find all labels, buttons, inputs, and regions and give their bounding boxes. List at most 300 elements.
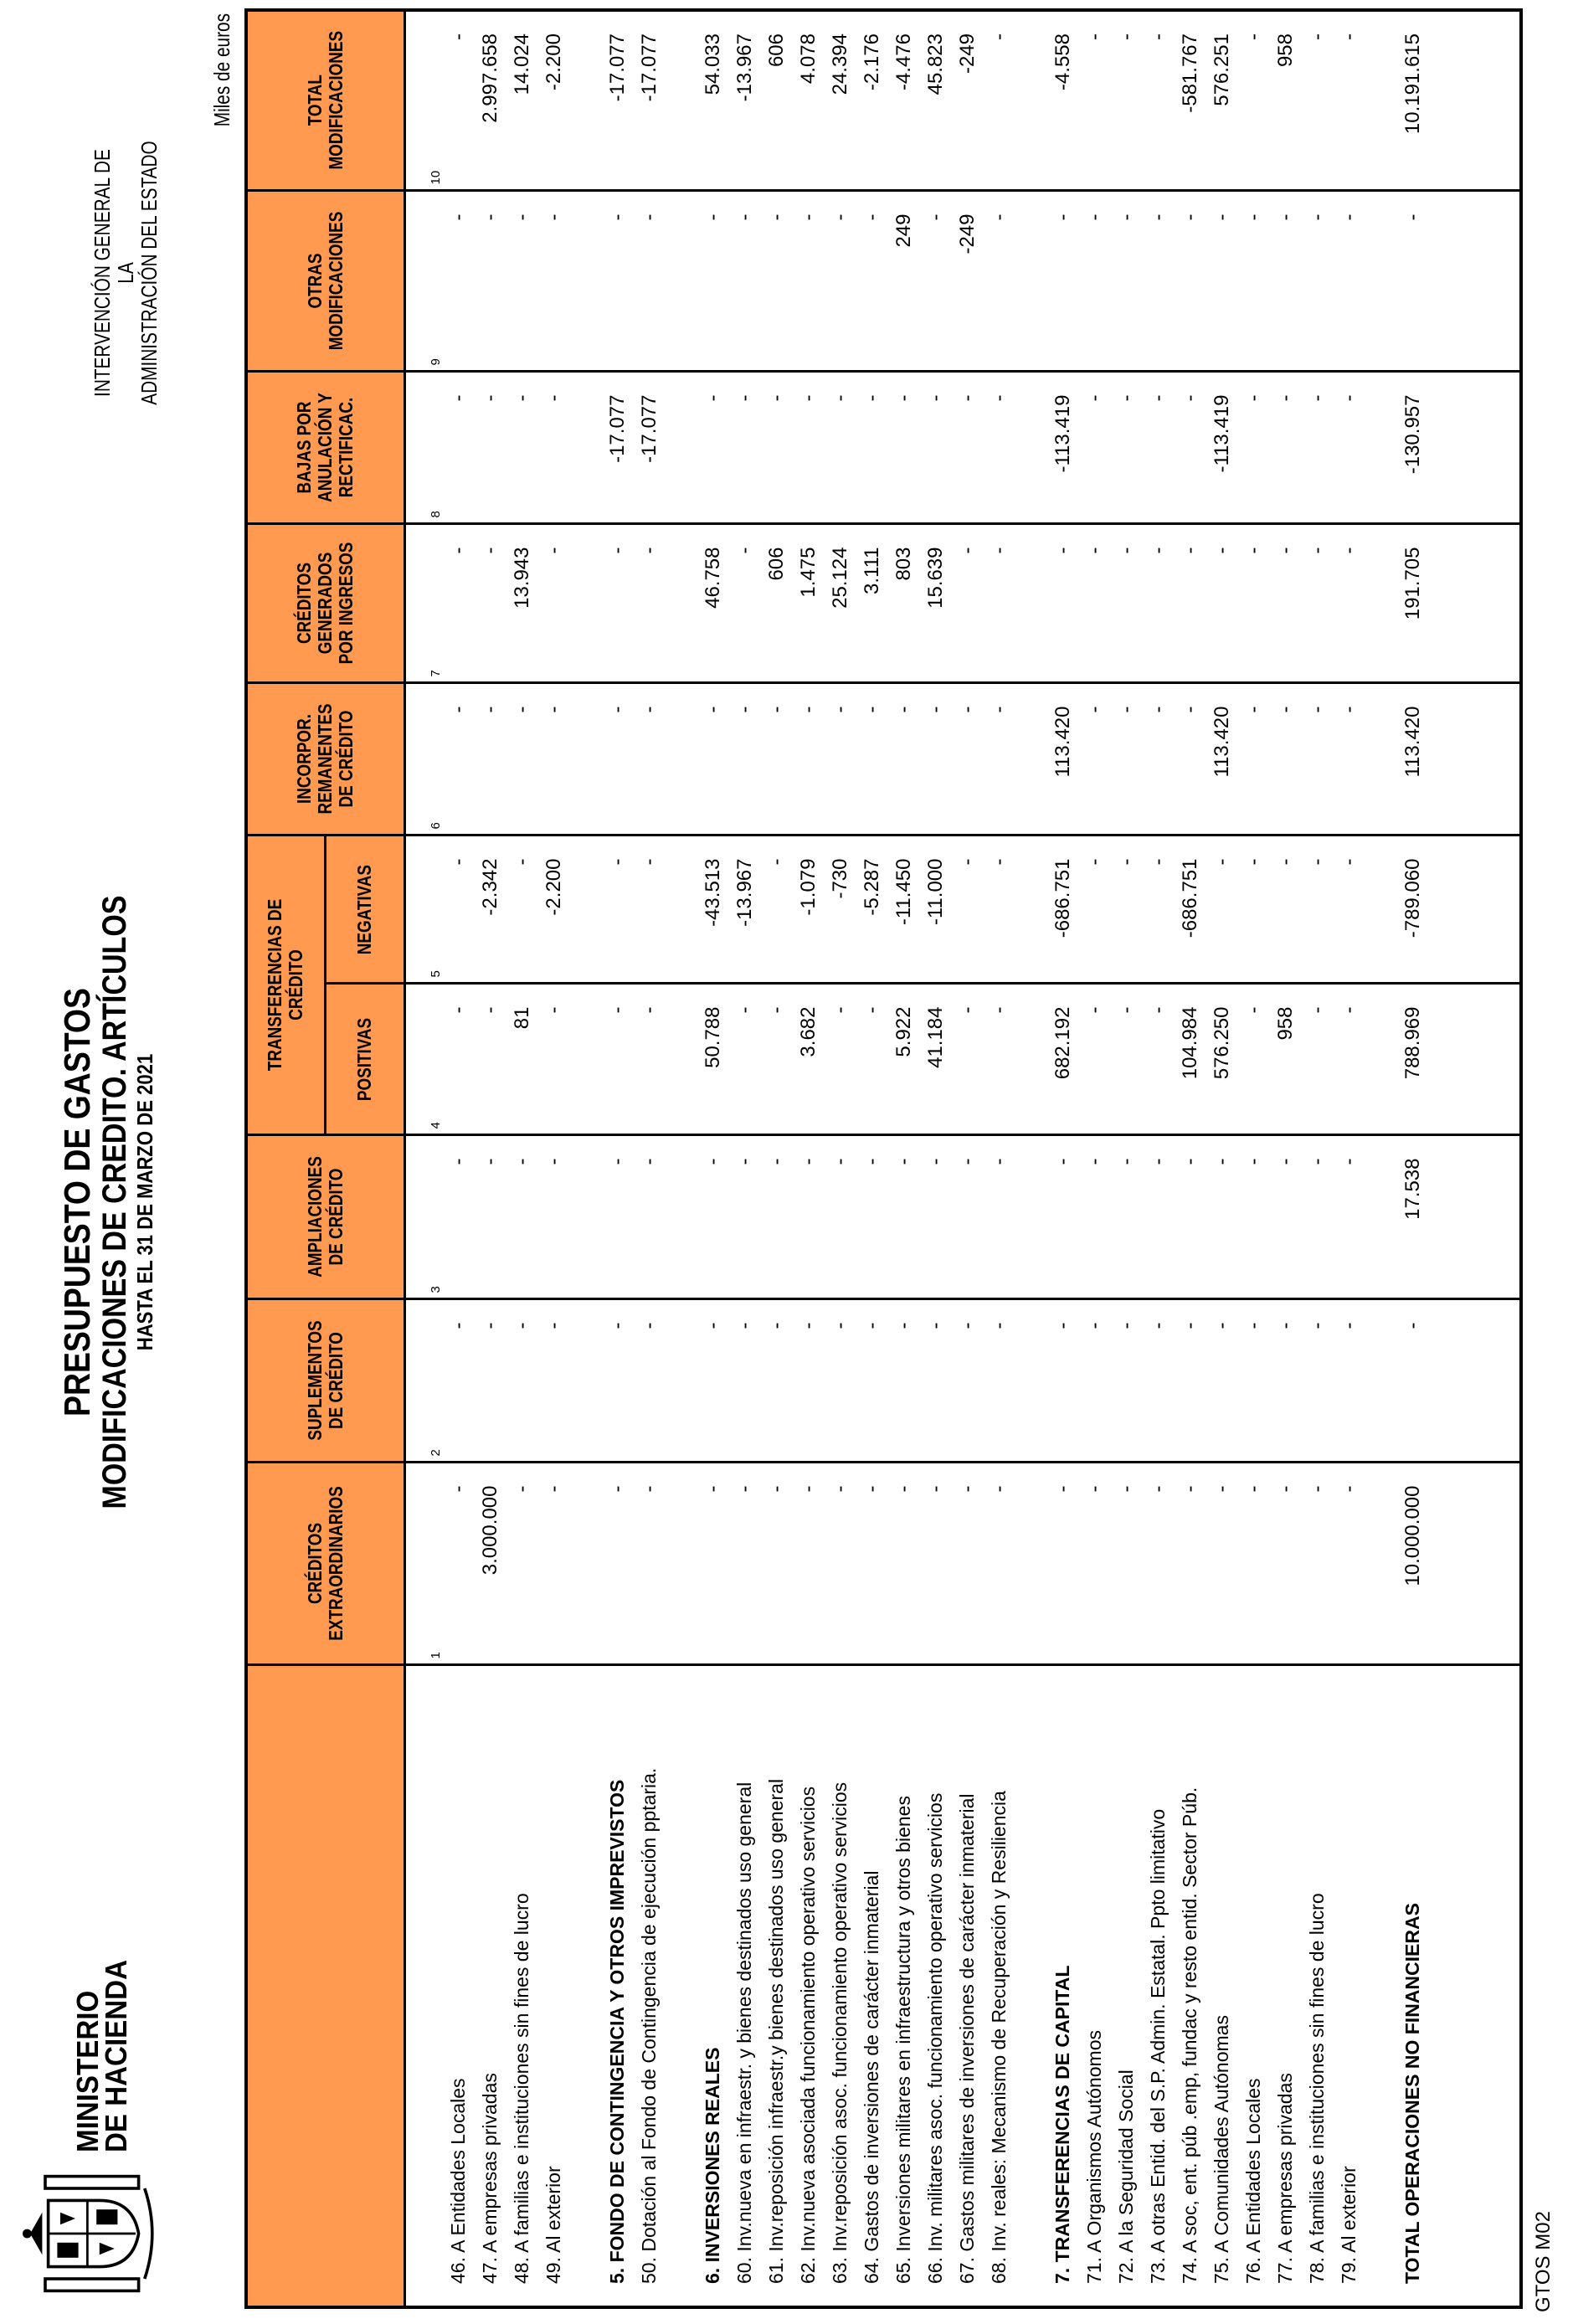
cell-col-9: -	[1079, 191, 1111, 372]
cell-col-9: -	[634, 191, 666, 372]
cell-col-2	[570, 1299, 602, 1463]
cell-col-4: -	[825, 984, 856, 1135]
cell-col-4: -	[856, 984, 888, 1135]
cell-col-5: -730	[825, 836, 856, 984]
cell-col-1: -	[761, 1463, 793, 1665]
title-line1: PRESUPUESTO DE GASTOS	[57, 988, 98, 1417]
cell-col-10: 10.191.615	[1397, 10, 1429, 191]
cell-col-4: 576.250	[1206, 984, 1238, 1135]
cell-col-8: -	[443, 372, 475, 524]
header-ampliaciones: AMPLIACIONES DE CRÉDITO	[246, 1135, 404, 1299]
cell-col-5: -	[1334, 836, 1365, 984]
cell-col-9: 249	[888, 191, 920, 372]
cell-col-5: -11.000	[920, 836, 952, 984]
row-label: 79. Al exterior	[1334, 1665, 1365, 2307]
cell-col-7: -	[1143, 524, 1175, 683]
table-row	[1238, 10, 1270, 2307]
cell-col-8: -	[1238, 372, 1270, 524]
cell-col-5: -	[443, 836, 475, 984]
table-row	[634, 10, 666, 2307]
cell-col-3: -	[1270, 1135, 1302, 1299]
cell-col-5: -	[761, 836, 793, 984]
cell-col-10: -4.476	[888, 10, 920, 191]
cell-col-3: -	[475, 1135, 506, 1299]
cell-col-10	[570, 10, 602, 191]
cell-col-3: -	[761, 1135, 793, 1299]
cell-col-2: -	[634, 1299, 666, 1463]
cell-col-5: -	[1079, 836, 1111, 984]
table-row	[920, 10, 952, 2307]
cell-col-3: -	[1238, 1135, 1270, 1299]
row-label: 6. INVERSIONES REALES	[697, 1665, 729, 2307]
cell-col-10: -	[1334, 10, 1365, 191]
cell-col-1: -	[1302, 1463, 1334, 1665]
cell-col-1: -	[1270, 1463, 1302, 1665]
cell-col-9: -	[825, 191, 856, 372]
row-label: 62. Inv.nueva asociada funcionamiento operativo servicios	[793, 1665, 825, 2307]
header-creditos-generados: CRÉDITOS GENERADOS POR INGRESOS	[246, 524, 404, 683]
cell-col-7: 803	[888, 524, 920, 683]
table-row	[1206, 10, 1238, 2307]
cell-col-1: -	[506, 1463, 538, 1665]
cell-col-2: -	[1206, 1299, 1238, 1463]
row-label: 78. A familias e instituciones sin fines de lucro	[1302, 1665, 1334, 2307]
document-title	[59, 834, 157, 1571]
row-label: 67. Gastos militares de inversiones de carácter inmaterial	[952, 1665, 984, 2307]
spacer-row	[666, 10, 697, 2307]
cell-col-2: -	[475, 1299, 506, 1463]
cell-col-2: -	[952, 1299, 984, 1463]
table-row	[1334, 10, 1365, 2307]
cell-col-1: -	[1206, 1463, 1238, 1665]
cell-col-1: 10.000.000	[1397, 1463, 1429, 1665]
cell-col-8: -	[793, 372, 825, 524]
empty-cell	[1429, 836, 1521, 984]
table-row	[1175, 10, 1206, 2307]
cell-col-7: -	[952, 524, 984, 683]
cell-col-8: -	[825, 372, 856, 524]
cell-col-10: 54.033	[697, 10, 729, 191]
cell-col-10: -4.558	[1047, 10, 1079, 191]
cell-col-8: -	[761, 372, 793, 524]
cell-col-8: -	[1270, 372, 1302, 524]
cell-col-9	[666, 191, 697, 372]
cell-col-8: -	[538, 372, 570, 524]
header-otras: OTRAS MODIFICACIONES	[246, 191, 404, 372]
row-label: TOTAL OPERACIONES NO FINANCIERAS	[1397, 1665, 1429, 2307]
header-negativas: NEGATIVAS	[325, 836, 404, 984]
row-label: 64. Gastos de inversiones de carácter inmaterial	[856, 1665, 888, 2307]
empty-cell	[1429, 1135, 1521, 1299]
cell-col-4: -	[1238, 984, 1270, 1135]
row-label: 72. A la Seguridad Social	[1111, 1665, 1143, 2307]
cell-col-9	[1015, 191, 1047, 372]
cell-col-8: -	[1334, 372, 1365, 524]
spacer-row	[1365, 10, 1397, 2307]
empty-cell	[1429, 10, 1521, 191]
cell-col-5: -789.060	[1397, 836, 1429, 984]
table-row	[888, 10, 920, 2307]
cell-col-10: 576.251	[1206, 10, 1238, 191]
cell-col-7: 25.124	[825, 524, 856, 683]
cell-col-6	[570, 683, 602, 836]
cell-col-3: 17.538	[1397, 1135, 1429, 1299]
cell-col-9: -	[920, 191, 952, 372]
cell-col-2: -	[1238, 1299, 1270, 1463]
cell-col-4: -	[1079, 984, 1111, 1135]
cell-col-3: -	[888, 1135, 920, 1299]
cell-col-8	[570, 372, 602, 524]
cell-col-5: -	[1238, 836, 1270, 984]
cell-col-6: -	[856, 683, 888, 836]
cell-col-2: -	[1397, 1299, 1429, 1463]
cell-col-6: -	[761, 683, 793, 836]
cell-col-8: -	[1143, 372, 1175, 524]
row-label	[570, 1665, 602, 2307]
cell-col-3	[666, 1135, 697, 1299]
empty-cell	[1429, 524, 1521, 683]
cell-col-5: -5.287	[856, 836, 888, 984]
cell-col-8: -113.419	[1206, 372, 1238, 524]
column-number: 10	[404, 10, 443, 191]
cell-col-2: -	[1175, 1299, 1206, 1463]
cell-col-9: -	[1175, 191, 1206, 372]
cell-col-8: -	[856, 372, 888, 524]
cell-col-4: -	[1302, 984, 1334, 1135]
empty-cell	[1429, 984, 1521, 1135]
cell-col-5: -686.751	[1175, 836, 1206, 984]
cell-col-4: -	[1111, 984, 1143, 1135]
table-row	[825, 10, 856, 2307]
header-positivas: POSITIVAS	[325, 984, 404, 1135]
cell-col-2	[1015, 1299, 1047, 1463]
cell-col-9: -	[1334, 191, 1365, 372]
spacer-row	[570, 10, 602, 2307]
cell-col-8: -	[920, 372, 952, 524]
cell-col-6: -	[443, 683, 475, 836]
cell-col-1	[1365, 1463, 1397, 1665]
cell-col-9: -	[506, 191, 538, 372]
table-row	[1397, 10, 1429, 2307]
cell-col-10: 24.394	[825, 10, 856, 191]
cell-col-7: -	[602, 524, 634, 683]
cell-col-10	[666, 10, 697, 191]
cell-col-9: -	[793, 191, 825, 372]
column-number: 8	[404, 372, 443, 524]
cell-col-6: -	[1175, 683, 1206, 836]
ministry-line2: DE HACIENDA	[99, 1959, 133, 2152]
cell-col-1: -	[1143, 1463, 1175, 1665]
cell-col-6: -	[920, 683, 952, 836]
cell-col-6: -	[1334, 683, 1365, 836]
cell-col-4: -	[634, 984, 666, 1135]
cell-col-1: -	[1334, 1463, 1365, 1665]
cell-col-10: -	[984, 10, 1015, 191]
cell-col-3: -	[856, 1135, 888, 1299]
cell-col-1: -	[920, 1463, 952, 1665]
cell-col-3: -	[538, 1135, 570, 1299]
cell-col-10: -	[443, 10, 475, 191]
cell-col-5: -	[952, 836, 984, 984]
column-number: 5	[404, 836, 443, 984]
cell-col-10: -	[1111, 10, 1143, 191]
column-number: 2	[404, 1299, 443, 1463]
cell-col-1: -	[1238, 1463, 1270, 1665]
cell-col-1: -	[538, 1463, 570, 1665]
cell-col-6: -	[984, 683, 1015, 836]
cell-col-9: -249	[952, 191, 984, 372]
cell-col-6: 113.420	[1206, 683, 1238, 836]
cell-col-9: -	[1206, 191, 1238, 372]
table-row	[952, 10, 984, 2307]
filler-row	[1429, 10, 1521, 2307]
cell-col-2: -	[920, 1299, 952, 1463]
cell-col-6	[1015, 683, 1047, 836]
cell-col-5: -13.967	[729, 836, 761, 984]
cell-col-4: 788.969	[1397, 984, 1429, 1135]
cell-col-8: -	[1111, 372, 1143, 524]
cell-col-4: -	[1143, 984, 1175, 1135]
cell-col-7: -	[1206, 524, 1238, 683]
cell-col-3: -	[697, 1135, 729, 1299]
cell-col-7: -	[443, 524, 475, 683]
cell-col-5: -11.450	[888, 836, 920, 984]
table-row	[1302, 10, 1334, 2307]
row-label: 76. A Entidades Locales	[1238, 1665, 1270, 2307]
cell-col-1: -	[697, 1463, 729, 1665]
cell-col-10	[1015, 10, 1047, 191]
table-row	[1047, 10, 1079, 2307]
cell-col-5: -	[1270, 836, 1302, 984]
column-number: 4	[404, 984, 443, 1135]
cell-col-1: -	[825, 1463, 856, 1665]
column-number: 6	[404, 683, 443, 836]
cell-col-3: -	[1175, 1135, 1206, 1299]
cell-col-3: -	[1079, 1135, 1111, 1299]
cell-col-2: -	[1334, 1299, 1365, 1463]
cell-col-1: -	[888, 1463, 920, 1665]
cell-col-5: -	[602, 836, 634, 984]
cell-col-7: 191.705	[1397, 524, 1429, 683]
cell-col-2: -	[1047, 1299, 1079, 1463]
table-row	[506, 10, 538, 2307]
table-row	[793, 10, 825, 2307]
cell-col-4: -	[538, 984, 570, 1135]
title-date: HASTA EL 31 DE MARZO DE 2021	[132, 1053, 157, 1351]
cell-col-4: -	[475, 984, 506, 1135]
cell-col-9: -	[1270, 191, 1302, 372]
cell-col-6: -	[1302, 683, 1334, 836]
cell-col-1: -	[602, 1463, 634, 1665]
cell-col-9: -	[729, 191, 761, 372]
cell-col-9: -	[1143, 191, 1175, 372]
cell-col-9: -	[602, 191, 634, 372]
cell-col-10: -13.967	[729, 10, 761, 191]
cell-col-1: -	[1079, 1463, 1111, 1665]
row-label: 49. Al exterior	[538, 1665, 570, 2307]
cell-col-8: -	[1079, 372, 1111, 524]
cell-col-5	[1015, 836, 1047, 984]
cell-col-3: -	[602, 1135, 634, 1299]
org-line2: ADMINISTRACIÓN DEL ESTADO	[136, 141, 162, 405]
cell-col-4: -	[443, 984, 475, 1135]
cell-col-5	[666, 836, 697, 984]
row-label: 71. A Organismos Autónomos	[1079, 1665, 1111, 2307]
cell-col-6: -	[1111, 683, 1143, 836]
cell-col-6	[1365, 683, 1397, 836]
cell-col-4: 81	[506, 984, 538, 1135]
row-label: 60. Inv.nueva en infraestr. y bienes destinados uso general	[729, 1665, 761, 2307]
units-label: Miles de euros	[209, 13, 234, 127]
cell-col-7: 46.758	[697, 524, 729, 683]
ministry-line1: MINISTERIO	[70, 1990, 105, 2152]
table-row	[1270, 10, 1302, 2307]
cell-col-4: -	[984, 984, 1015, 1135]
cell-col-3	[570, 1135, 602, 1299]
cell-col-8: -	[506, 372, 538, 524]
cell-col-7: -	[1238, 524, 1270, 683]
cell-col-7: 3.111	[856, 524, 888, 683]
cell-col-4: 3.682	[793, 984, 825, 1135]
cell-col-8: -	[888, 372, 920, 524]
cell-col-6: -	[952, 683, 984, 836]
row-label: 46. A Entidades Locales	[443, 1665, 475, 2307]
cell-col-3	[1015, 1135, 1047, 1299]
cell-col-10: 45.823	[920, 10, 952, 191]
cell-col-8: -	[1302, 372, 1334, 524]
row-label: 48. A familias e instituciones sin fines de lucro	[506, 1665, 538, 2307]
cell-col-7: -	[1302, 524, 1334, 683]
org-line1: INTERVENCIÓN GENERAL DE LA	[90, 149, 138, 397]
cell-col-5: -2.342	[475, 836, 506, 984]
cell-col-7: -	[1111, 524, 1143, 683]
cell-col-6: -	[475, 683, 506, 836]
cell-col-2: -	[538, 1299, 570, 1463]
cell-col-10: -	[1079, 10, 1111, 191]
cell-col-1: -	[1175, 1463, 1206, 1665]
cell-col-9: -	[761, 191, 793, 372]
header-creditos-extraordinarios: CRÉDITOS EXTRAORDINARIOS	[246, 1463, 404, 1665]
cell-col-10: -	[1143, 10, 1175, 191]
row-label: 75. A Comunidades Autónomas	[1206, 1665, 1238, 2307]
cell-col-5: -	[634, 836, 666, 984]
cell-col-2: -	[506, 1299, 538, 1463]
row-label: 63. Inv.reposición asoc. funcionamiento operativo servicios	[825, 1665, 856, 2307]
cell-col-9: -	[1238, 191, 1270, 372]
cell-col-1: -	[634, 1463, 666, 1665]
row-label: 7. TRANSFERENCIAS DE CAPITAL	[1047, 1665, 1079, 2307]
cell-col-5	[570, 836, 602, 984]
cell-col-7	[1365, 524, 1397, 683]
cell-col-5: -	[1143, 836, 1175, 984]
organization-name	[90, 139, 161, 407]
cell-col-10: 958	[1270, 10, 1302, 191]
cell-col-7: -	[1175, 524, 1206, 683]
row-label: 61. Inv.reposición infraestr.y bienes destinados uso general	[761, 1665, 793, 2307]
cell-col-8: -	[729, 372, 761, 524]
cell-col-2: -	[825, 1299, 856, 1463]
cell-col-10: 606	[761, 10, 793, 191]
cell-col-8: -17.077	[602, 372, 634, 524]
cell-col-8	[1015, 372, 1047, 524]
cell-col-10: -17.077	[634, 10, 666, 191]
cell-col-3: -	[506, 1135, 538, 1299]
cell-col-10: -581.767	[1175, 10, 1206, 191]
table-row	[984, 10, 1015, 2307]
cell-col-2: -	[697, 1299, 729, 1463]
cell-col-2: -	[761, 1299, 793, 1463]
cell-col-7: -	[634, 524, 666, 683]
cell-col-5: -	[506, 836, 538, 984]
cell-col-9: -	[984, 191, 1015, 372]
cell-col-2	[666, 1299, 697, 1463]
cell-col-3: -	[984, 1135, 1015, 1299]
cell-col-7	[1015, 524, 1047, 683]
cell-col-4: -	[729, 984, 761, 1135]
cell-col-4	[1365, 984, 1397, 1135]
cell-col-10: -2.200	[538, 10, 570, 191]
table-row	[1143, 10, 1175, 2307]
cell-col-3: -	[793, 1135, 825, 1299]
table-row	[856, 10, 888, 2307]
ministry-name	[70, 1959, 133, 2152]
cell-col-8: -	[1175, 372, 1206, 524]
cell-col-5: -1.079	[793, 836, 825, 984]
cell-col-5: -686.751	[1047, 836, 1079, 984]
table-row	[475, 10, 506, 2307]
column-number: 7	[404, 524, 443, 683]
cell-col-1: -	[1047, 1463, 1079, 1665]
cell-col-7: -	[984, 524, 1015, 683]
table-row	[538, 10, 570, 2307]
modifications-table	[244, 8, 1523, 2309]
row-label: 66. Inv. militares asoc. funcionamiento operativo servicios	[920, 1665, 952, 2307]
cell-col-6: -	[793, 683, 825, 836]
cell-col-8: -17.077	[634, 372, 666, 524]
cell-col-8	[1365, 372, 1397, 524]
cell-col-2: -	[856, 1299, 888, 1463]
cell-col-7	[666, 524, 697, 683]
cell-col-3: -	[920, 1135, 952, 1299]
cell-col-7: -	[1270, 524, 1302, 683]
cell-col-7: -	[1334, 524, 1365, 683]
column-number: 1	[404, 1463, 443, 1665]
table-row	[729, 10, 761, 2307]
cell-col-6: -	[1270, 683, 1302, 836]
cell-col-2: -	[1079, 1299, 1111, 1463]
cell-col-5: -43.513	[697, 836, 729, 984]
cell-col-7: -	[1047, 524, 1079, 683]
cell-col-2: -	[984, 1299, 1015, 1463]
cell-col-3: -	[1334, 1135, 1365, 1299]
row-label: 77. A empresas privadas	[1270, 1665, 1302, 2307]
empty-cell	[1429, 683, 1521, 836]
cell-col-1: -	[952, 1463, 984, 1665]
cell-col-9: -	[1397, 191, 1429, 372]
row-label: 74. A soc, ent. púb .emp, fundac y resto entid. Sector Púb.	[1175, 1665, 1206, 2307]
cell-col-5: -	[1302, 836, 1334, 984]
row-label: 68. Inv. reales: Mecanismo de Recuperación y Resiliencia	[984, 1665, 1015, 2307]
header-incorporaciones: INCORPOR. REMANENTES DE CRÉDITO	[246, 683, 404, 836]
cell-col-8: -	[984, 372, 1015, 524]
row-label: 5. FONDO DE CONTINGENCIA Y OTROS IMPREVISTOS	[602, 1665, 634, 2307]
cell-col-4: -	[1334, 984, 1365, 1135]
cell-col-5: -2.200	[538, 836, 570, 984]
cell-col-2: -	[1111, 1299, 1143, 1463]
cell-col-7: -	[475, 524, 506, 683]
cell-col-4: 5.922	[888, 984, 920, 1135]
cell-col-3: -	[1047, 1135, 1079, 1299]
